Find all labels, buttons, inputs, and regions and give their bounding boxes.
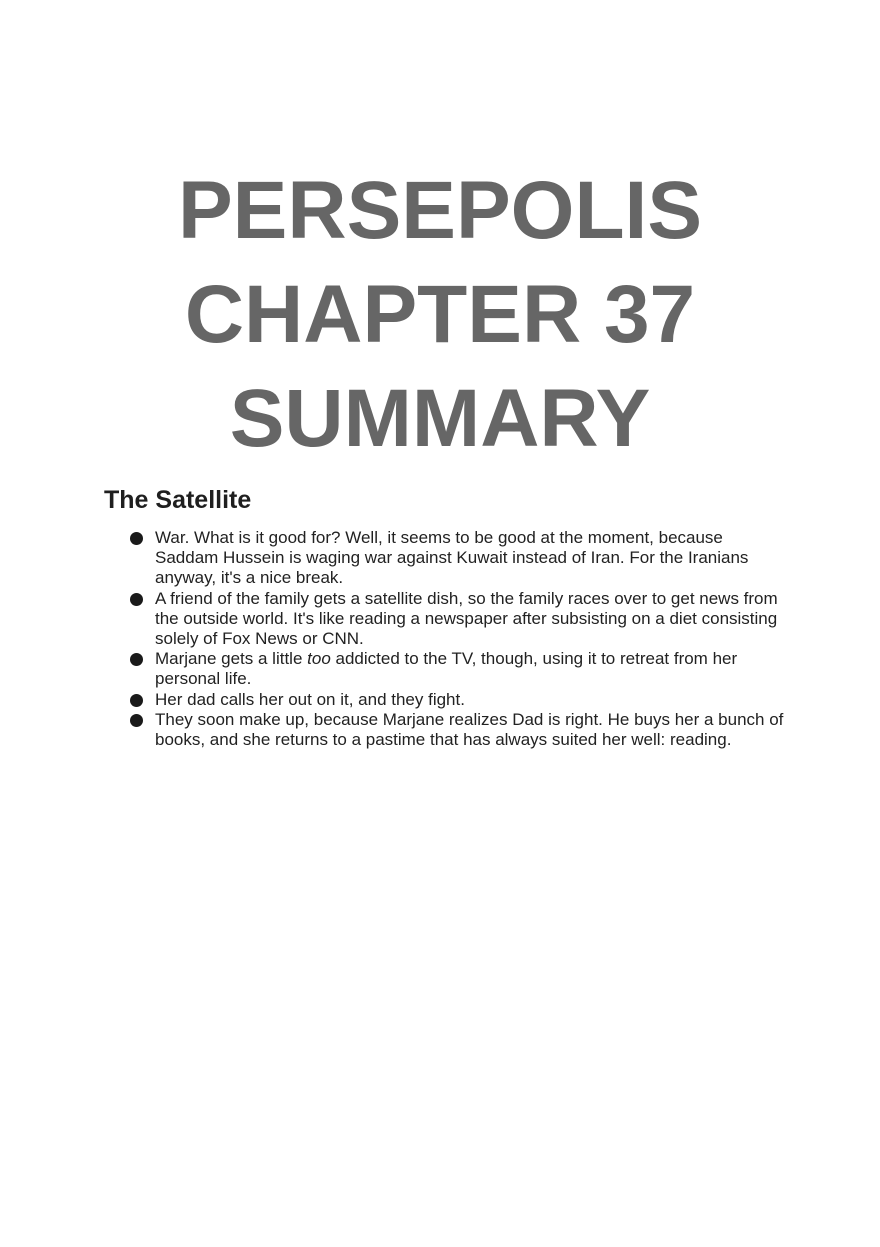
title-line-2: CHAPTER 37 — [184, 268, 696, 360]
list-item — [104, 710, 784, 750]
list-item-emphasis: too — [307, 649, 331, 669]
list-item-text-before: Marjane gets a little — [155, 649, 308, 669]
list-item-text-after: addicted to the TV, though, using it to retreat from her personal life. — [155, 649, 738, 689]
bullet-icon — [130, 593, 143, 606]
list-item-text: Her dad calls her out on it, and they fight. — [155, 689, 465, 709]
summary-bullet-list — [104, 528, 784, 750]
section-heading: The Satellite — [104, 486, 252, 514]
bullet-icon — [130, 694, 143, 707]
document-title — [0, 159, 880, 471]
title-line-1: PERSEPOLIS — [177, 164, 703, 256]
bullet-icon — [130, 653, 143, 666]
list-item — [104, 528, 784, 589]
list-item — [104, 589, 784, 650]
list-item — [104, 649, 784, 689]
title-line-3: SUMMARY — [229, 372, 651, 464]
list-item-text: War. What is it good for? Well, it seems to be good at the moment, because Saddam Hussein is waging war against Kuwait instead of Iran. For the Iranians anyway, it's a nice break. — [155, 528, 749, 588]
list-item-text: They soon make up, because Marjane realizes Dad is right. He buys her a bunch of books, and she returns to a pastime that has always suited her well: reading. — [155, 709, 784, 750]
summary-section — [104, 482, 784, 750]
bullet-icon — [130, 714, 143, 727]
list-item-text: A friend of the family gets a satellite dish, so the family races over to get news from the outside world. It's like reading a newspaper after subsisting on a diet consisting solely of Fox News or CNN. — [155, 588, 778, 649]
bullet-icon — [130, 532, 143, 545]
list-item — [104, 690, 784, 710]
